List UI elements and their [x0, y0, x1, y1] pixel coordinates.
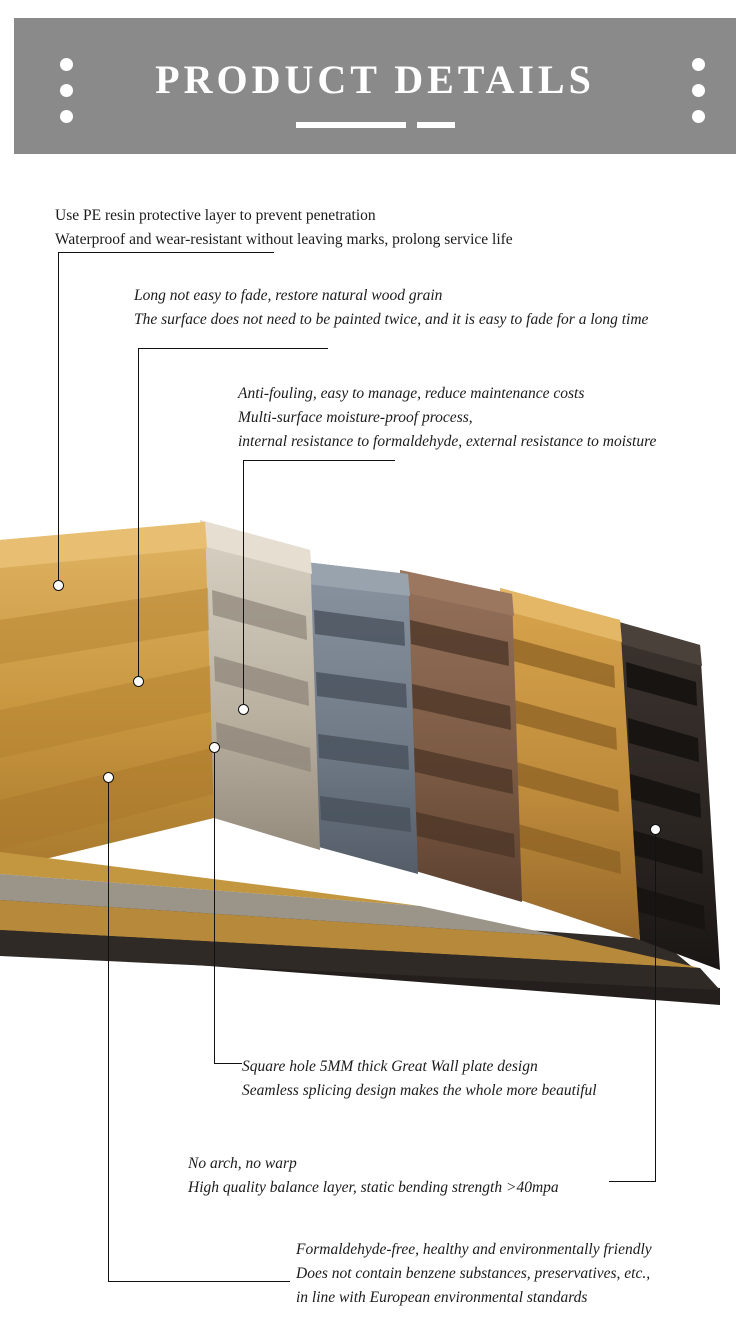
callout-formaldehyde-line-3: in line with European environmental standards [296, 1289, 588, 1307]
callout-pe-resin-line-2: Waterproof and wear-resistant without leaving marks, prolong service life [55, 231, 513, 249]
leader-line-pe-resin-vertical [58, 252, 59, 586]
callout-noarch-line-1: No arch, no warp [188, 1155, 297, 1172]
leader-line-noarch-horizontal [609, 1181, 656, 1182]
leader-line-squarehole-horizontal [214, 1063, 242, 1064]
leader-line-formaldehyde-vertical [108, 778, 109, 1282]
callout-node-pe-resin [53, 580, 64, 591]
callout-antifouling-line-1: Anti-fouling, easy to manage, reduce maintenance costs [238, 385, 585, 402]
callout-node-noarch [650, 824, 661, 835]
leader-line-formaldehyde-horizontal [108, 1281, 290, 1282]
callout-fade-resistance [134, 284, 648, 332]
callout-node-squarehole [209, 742, 220, 753]
callout-formaldehyde-line-1: Formaldehyde-free, healthy and environmentally friendly [296, 1241, 652, 1258]
callout-pe-resin-line-1: Use PE resin protective layer to prevent penetration [55, 207, 376, 224]
leader-line-fade-vertical [138, 348, 139, 682]
callout-noarch-line-2: High quality balance layer, static bending strength >40mpa [188, 1179, 559, 1197]
callout-formaldehyde-line-2: Does not contain benzene substances, preservatives, etc., [296, 1265, 651, 1283]
leader-line-antifouling-vertical [243, 460, 244, 709]
callout-fade-line-2: The surface does not need to be painted twice, and it is easy to fade for a long time [134, 311, 649, 329]
leader-line-antifouling-horizontal [243, 460, 395, 461]
callout-node-formaldehyde [103, 772, 114, 783]
callout-squarehole-line-2: Seamless splicing design makes the whole more beautiful [242, 1082, 597, 1100]
callout-anti-fouling [238, 382, 656, 454]
callout-antifouling-line-3: internal resistance to formaldehyde, external resistance to moisture [238, 433, 657, 451]
leader-line-noarch-vertical [655, 830, 656, 1182]
callout-square-hole [242, 1055, 597, 1103]
leader-line-pe-resin-horizontal [58, 252, 274, 253]
leader-line-fade-horizontal [138, 348, 328, 349]
callout-node-antifouling [238, 704, 249, 715]
leader-line-squarehole-vertical [214, 748, 215, 1064]
page-title: PRODUCT DETAILS [155, 57, 595, 102]
callout-squarehole-line-1: Square hole 5MM thick Great Wall plate design [242, 1058, 538, 1075]
callout-antifouling-line-2: Multi-surface moisture-proof process, [238, 409, 473, 427]
callout-no-arch [188, 1152, 559, 1200]
callout-node-fade [133, 676, 144, 687]
callout-pe-resin [55, 204, 513, 252]
callout-fade-line-1: Long not easy to fade, restore natural wood grain [134, 287, 443, 304]
callout-formaldehyde-free [296, 1238, 652, 1310]
